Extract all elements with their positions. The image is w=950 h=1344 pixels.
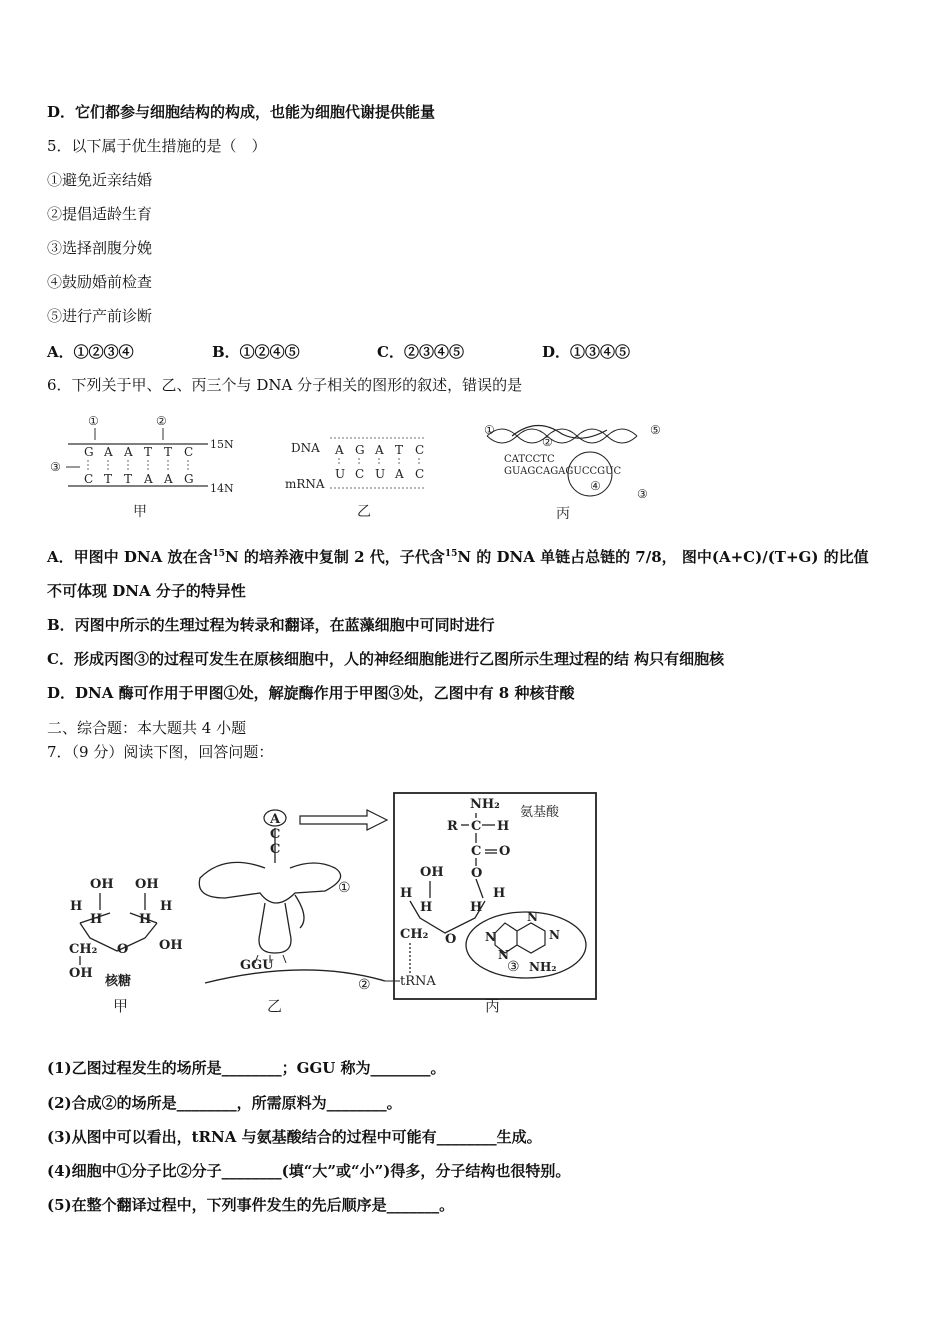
q5-option-c: C．②③④⑤ — [377, 343, 464, 361]
q5-item-3: ③选择剖腹分娩 — [47, 239, 153, 257]
yi-dna-base-1: A — [335, 443, 344, 457]
q7-fig-yi — [199, 810, 400, 1015]
q6-stem: 6．下列关于甲、乙、丙三个与 DNA 分子相关的图形的叙述，错误的是 — [47, 376, 523, 394]
jia-top-base-5: T — [164, 445, 173, 459]
yi-dna-base-2: G — [355, 443, 365, 457]
jia-oh-3: OH — [159, 938, 183, 953]
yi-mrna-label: mRNA — [285, 477, 325, 491]
yi-mrna-base-5: C — [415, 467, 425, 481]
bing-trna: tRNA — [400, 974, 436, 989]
q7-sub-3: (3)从图中可以看出，tRNA 与氨基酸结合的过程中可能有________生成。 — [47, 1128, 542, 1146]
jia-bottom-base-2: T — [104, 472, 113, 486]
bing-mark-3: ③ — [507, 959, 520, 975]
bing-n-2: N — [498, 948, 509, 962]
q6-option-a: A．甲图中 DNA 放在含$^{15}$N 的培养液中复制 2 代，子代含$^{15}$N 的 DNA 单链占总链的 7/8， 图中(A+C)/(T+G) 的比值 — [47, 548, 869, 566]
bing-n-3: N — [527, 910, 538, 924]
bing-h-2: H — [400, 886, 413, 901]
bing-c-2: C — [471, 844, 482, 859]
jia-bottom-base-5: A — [164, 472, 173, 486]
bing-h-5: H — [493, 886, 506, 901]
jia-h-4: H — [160, 899, 173, 914]
section-2-title: 二、综合题：本大题共 4 小题 — [47, 719, 247, 737]
jia-top-base-6: C — [184, 445, 194, 459]
q4-option-d: D．它们都参与细胞结构的构成，也能为细胞代谢提供能量 — [47, 103, 436, 121]
bing-o-2: O — [471, 866, 483, 881]
q5-item-1: ①避免近亲结婚 — [47, 171, 153, 189]
yi-dna-base-3: A — [375, 443, 384, 457]
jia-h-1: H — [70, 899, 83, 914]
jia-oh-4: OH — [69, 966, 93, 981]
bing-mark-2: ② — [542, 435, 553, 449]
yi-mrna-base-3: U — [375, 467, 386, 481]
bing-h-4: H — [470, 900, 483, 915]
q6-option-a-cont: 不可体现 DNA 分子的特异性 — [47, 582, 246, 600]
bing-o-1: O — [499, 844, 511, 859]
bing-mark-3: ③ — [637, 487, 648, 501]
bing-n-4: N — [549, 928, 560, 942]
jia-label-top: 15N — [210, 438, 234, 451]
yi-base-a: A — [270, 812, 281, 827]
yi-caption: 乙 — [357, 504, 371, 520]
q5-option-a: A．①②③④ — [47, 343, 134, 361]
q6-figure-yi — [285, 428, 435, 523]
jia-top-base-4: T — [144, 445, 153, 459]
q5-item-2: ②提倡适龄生育 — [47, 205, 153, 223]
jia-bottom-base-1: C — [84, 472, 94, 486]
jia-mark-2: ② — [156, 414, 167, 428]
q7-stem: 7．（9 分）阅读下图，回答问题： — [47, 743, 274, 761]
bing-oh: OH — [420, 865, 444, 880]
jia-top-base-1: G — [84, 445, 94, 459]
bing-nh2: NH₂ — [470, 797, 500, 812]
bing-mark-4: ④ — [590, 479, 601, 493]
bing-seq-top: CATCCTC — [504, 454, 555, 465]
yi-mark-2: ② — [358, 977, 371, 993]
q5-stem: 5．以下属于优生措施的是（ ） — [47, 137, 267, 155]
q7-fig-bing — [394, 793, 596, 1015]
jia-name: 核糖 — [105, 974, 132, 989]
jia-top-base-3: A — [124, 445, 133, 459]
bing-caption: 丙 — [485, 997, 501, 1015]
yi-ggu: GGU — [240, 958, 274, 973]
jia-label-bottom: 14N — [210, 482, 234, 495]
jia-ch2: CH₂ — [69, 942, 98, 957]
q7-sub-1: (1)乙图过程发生的场所是________；GGU 称为________。 — [47, 1059, 446, 1077]
jia-h-3: H — [139, 912, 152, 927]
q6-figure-bing — [482, 414, 672, 526]
yi-mark-1: ① — [338, 880, 351, 896]
yi-mrna-base-4: A — [395, 467, 404, 481]
bing-caption: 丙 — [556, 506, 570, 522]
q6-option-d: D．DNA 酶可作用于甲图①处，解旋酶作用于甲图③处，乙图中有 8 种核苷酸 — [47, 684, 575, 702]
q7-figure — [45, 773, 610, 1025]
bing-ch2: CH₂ — [400, 927, 429, 942]
jia-bottom-base-4: A — [144, 472, 153, 486]
bing-o-3: O — [445, 932, 457, 947]
bing-seq-bottom: GUAGCAGAGUCCGUC — [504, 466, 622, 477]
q6-option-b: B．丙图中所示的生理过程为转录和翻译，在蓝藻细胞中可同时进行 — [47, 616, 495, 634]
bing-r: R — [447, 819, 458, 834]
jia-bottom-base-3: T — [124, 472, 133, 486]
bing-h-1: H — [497, 819, 510, 834]
q6-option-c: C．形成丙图③的过程可发生在原核细胞中，人的神经细胞能进行乙图所示生理过程的结 构只有细胞核 — [47, 650, 725, 668]
q7-fig-jia — [69, 877, 183, 1015]
q7-sub-4: (4)细胞中①分子比②分子________(填“大”或“小”)得多，分子结构也很特别。 — [47, 1162, 571, 1180]
jia-caption: 甲 — [113, 997, 129, 1015]
bing-mark-1: ① — [484, 423, 495, 437]
bing-amino: 氨基酸 — [520, 805, 560, 820]
q7-sub-2: (2)合成②的场所是________，所需原料为________。 — [47, 1094, 402, 1112]
yi-dna-label: DNA — [291, 441, 320, 455]
bing-mark-5: ⑤ — [650, 423, 661, 437]
jia-h-2: H — [90, 912, 103, 927]
jia-caption: 甲 — [133, 504, 147, 520]
bing-n-1: N — [485, 930, 496, 944]
bing-h-3: H — [420, 900, 433, 915]
jia-bottom-base-6: G — [184, 472, 194, 486]
yi-dna-base-4: T — [395, 443, 404, 457]
jia-o: O — [117, 942, 129, 957]
bing-c-1: C — [471, 819, 482, 834]
bing-nh2-2: NH₂ — [529, 960, 557, 974]
q5-item-5: ⑤进行产前诊断 — [47, 307, 153, 325]
q7-sub-5: (5)在整个翻译过程中，下列事件发生的先后顺序是_______。 — [47, 1196, 455, 1214]
jia-top-base-2: A — [104, 445, 113, 459]
yi-caption: 乙 — [267, 997, 283, 1015]
q5-options — [47, 341, 747, 363]
q6-figure-jia — [48, 408, 248, 523]
jia-mark-3: ③ — [50, 460, 61, 474]
yi-mrna-base-1: U — [335, 467, 346, 481]
yi-base-c-2: C — [270, 842, 281, 857]
yi-mrna-base-2: C — [355, 467, 365, 481]
q5-item-4: ④鼓励婚前检查 — [47, 273, 153, 291]
yi-dna-base-5: C — [415, 443, 425, 457]
q5-option-b: B．①②④⑤ — [212, 343, 300, 361]
q5-option-d: D．①③④⑤ — [542, 343, 631, 361]
jia-oh-2: OH — [135, 877, 159, 892]
jia-oh-1: OH — [90, 877, 114, 892]
jia-mark-1: ① — [88, 414, 99, 428]
yi-base-c-1: C — [270, 827, 281, 842]
